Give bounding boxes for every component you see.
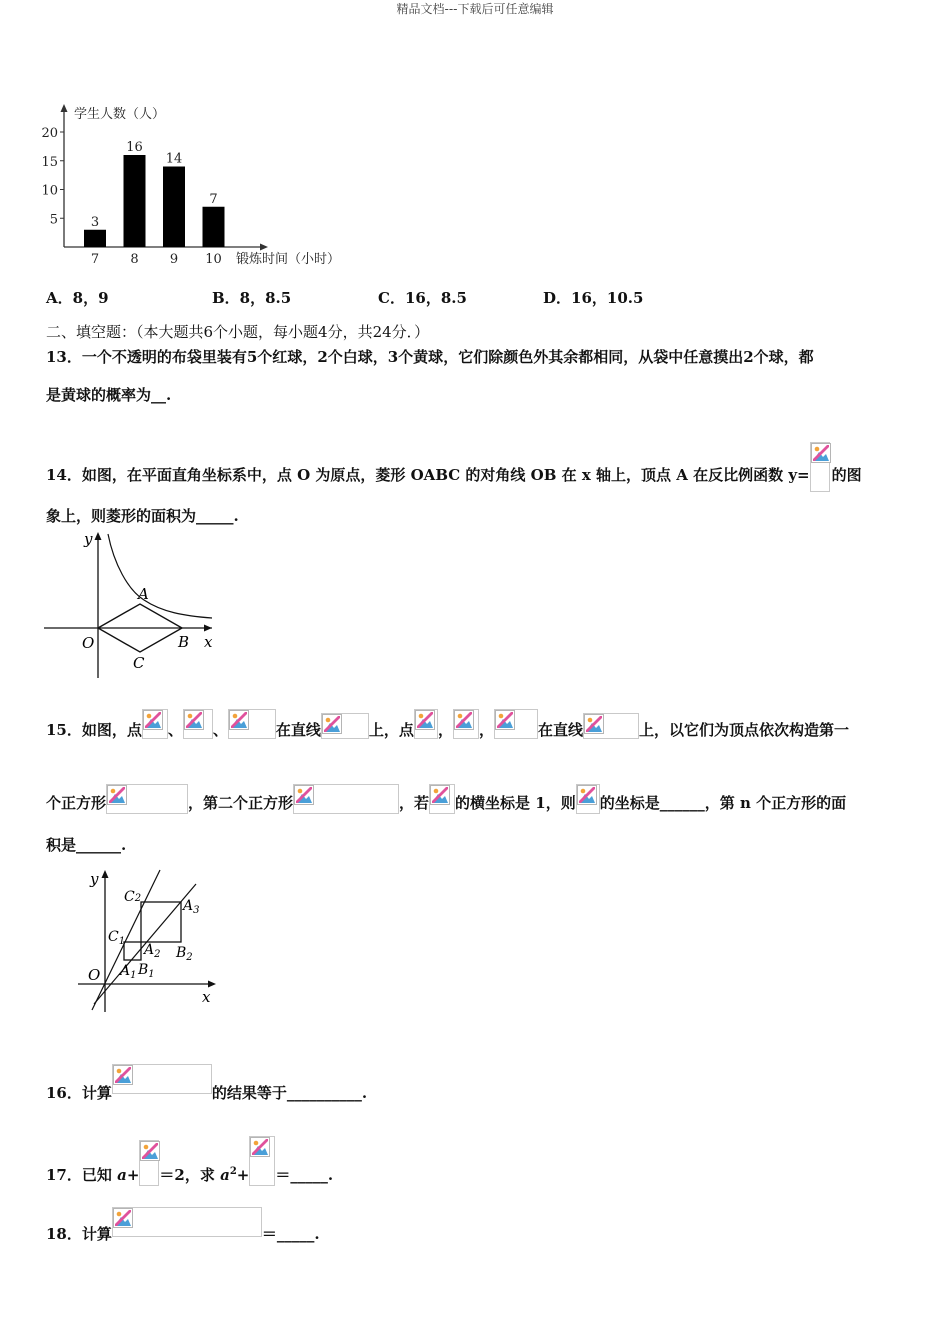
bar — [163, 167, 185, 248]
x-axis-arrow — [260, 244, 268, 251]
q17-plus2: + — [236, 1166, 250, 1184]
formula-image-icon — [321, 713, 369, 739]
rhombus-figure — [44, 528, 219, 683]
bar-value-label: 3 — [90, 214, 100, 230]
x-tick-label: 10 — [205, 252, 222, 267]
x-tick-label: 9 — [169, 252, 179, 267]
q16-line — [46, 1064, 367, 1103]
q18-text-a: 18．计算 — [46, 1225, 112, 1243]
q15-text-l2c: ，若 — [399, 794, 430, 812]
squares-figure — [74, 862, 224, 1014]
q17-line — [46, 1136, 333, 1186]
option-d: D．16，10.5 — [543, 289, 644, 307]
q14-line2: 象上，则菱形的面积为_____. — [46, 507, 239, 525]
q15-text-1: 15．如图，点 — [46, 721, 142, 739]
page-header: 精品文档---下载后可任意编辑 — [396, 2, 554, 16]
formula-image-icon — [453, 709, 479, 739]
formula-image-icon — [228, 709, 276, 739]
formula-image-icon — [139, 1140, 159, 1186]
y-axis-arrow — [61, 104, 68, 112]
bar — [124, 155, 146, 247]
q15-text-8: 在直线 — [537, 721, 583, 739]
q17-var-a2: a — [220, 1166, 230, 1184]
label-c: C — [133, 654, 145, 672]
option-c: C．16，8.5 — [378, 289, 467, 307]
formula-image-icon — [494, 709, 538, 739]
q15-line2 — [46, 784, 846, 814]
y-tick-label: 15 — [41, 154, 58, 170]
x-axis-label: 锻炼时间（小时） — [236, 252, 341, 267]
label-c2: C2 — [124, 889, 142, 905]
q15-text-l2b: ，第二个正方形 — [188, 794, 294, 812]
section-heading: 二、填空题：（本大题共6个小题，每小题4分，共24分．） — [46, 323, 430, 341]
formula-image-icon — [414, 709, 438, 739]
q18-line — [46, 1207, 320, 1244]
q15-text-7: ， — [478, 721, 494, 739]
q15-text-2: 、 — [167, 721, 183, 739]
q15-text-l2d: 的横坐标是 1，则 — [455, 794, 576, 812]
y-axis-arrow — [102, 870, 109, 878]
label-a1: $A_1$ — [120, 963, 137, 981]
q15-text-6: ， — [437, 721, 453, 739]
label-c1: $C_1$ — [108, 929, 126, 947]
label-y: y — [84, 530, 93, 548]
label-o: O — [82, 634, 95, 652]
q15-line3: 积是______. — [46, 836, 127, 854]
hyperbola-curve — [108, 534, 212, 618]
q15-line1 — [46, 709, 849, 740]
formula-image-icon — [112, 1207, 262, 1237]
label-x: x — [202, 988, 211, 1006]
formula-image-icon — [106, 784, 188, 814]
q15-text-3: 、 — [212, 721, 228, 739]
q15-text-l2a: 个正方形 — [46, 794, 107, 812]
q15-text-l2e: 的坐标是______，第 n 个正方形的面 — [599, 794, 847, 812]
formula-image-icon — [293, 784, 399, 814]
x-axis-arrow — [208, 981, 216, 988]
q16-text-a: 16．计算 — [46, 1084, 112, 1102]
bar-value-label: 16 — [126, 140, 143, 155]
q14-text-b: 的图 — [831, 466, 862, 484]
y-axis-arrow — [95, 532, 102, 540]
label-b: B — [178, 633, 190, 651]
label-a: A — [138, 585, 149, 603]
label-x: x — [204, 633, 213, 651]
formula-image-icon — [183, 709, 213, 739]
label-a2: $A_2$ — [144, 942, 161, 960]
bar — [84, 230, 106, 247]
bar-value-label: 7 — [209, 191, 218, 207]
q13-line1: 13．一个不透明的布袋里装有5个红球，2个白球，3个黄球，它们除颜色外其余都相同，从袋中任意摸出2个球，都 — [46, 348, 814, 366]
option-b: B．8，8.5 — [212, 289, 292, 307]
x-tick-label: 7 — [90, 252, 100, 267]
formula-image-icon — [810, 442, 830, 492]
bar — [203, 207, 225, 247]
bar-value-label: 14 — [165, 151, 183, 167]
label-a3: $A_3$ — [183, 898, 200, 916]
x-axis-arrow — [204, 625, 212, 632]
label-b2: $B_2$ — [176, 945, 193, 963]
q15-text-5: 上，点 — [368, 721, 414, 739]
bar-chart — [40, 98, 370, 273]
formula-image-icon — [429, 784, 455, 814]
q17-var-a: a — [117, 1166, 127, 1184]
x-tick-label: 8 — [130, 252, 139, 267]
label-y: y — [90, 870, 99, 888]
y-tick-label: 20 — [41, 126, 58, 141]
q17-text-b: ＝2，求 — [159, 1166, 221, 1184]
q16-text-b: 的结果等于__________. — [211, 1084, 368, 1102]
y-tick-label: 10 — [41, 183, 58, 199]
q15-text-4: 在直线 — [275, 721, 321, 739]
q17-plus: + — [126, 1166, 140, 1184]
q13-line2: 是黄球的概率为__. — [46, 386, 172, 404]
y-axis-label: 学生人数（人） — [74, 107, 166, 122]
q14-text-a: 14．如图，在平面直角坐标系中，点 O 为原点，菱形 OABC 的对角线 OB 在 x 轴上，顶点 A 在反比例函数 y= — [46, 466, 810, 484]
label-b1: $B_1$ — [138, 962, 155, 980]
q15-text-9: 上，以它们为顶点依次构造第一 — [638, 721, 849, 739]
formula-image-icon — [142, 709, 168, 739]
option-a: A．8，9 — [46, 289, 109, 307]
formula-image-icon — [249, 1136, 275, 1186]
q17-text-a: 17．已知 — [46, 1166, 118, 1184]
formula-image-icon — [112, 1064, 212, 1094]
q14-line1 — [46, 442, 862, 492]
formula-image-icon — [583, 713, 639, 739]
label-o: O — [88, 966, 101, 984]
formula-image-icon — [576, 784, 600, 814]
q18-text-b: ＝_____. — [261, 1225, 320, 1243]
q17-text-c: ＝_____. — [275, 1166, 334, 1184]
y-tick-label: 5 — [49, 212, 58, 228]
q17-superscript: 2 — [229, 1166, 237, 1177]
